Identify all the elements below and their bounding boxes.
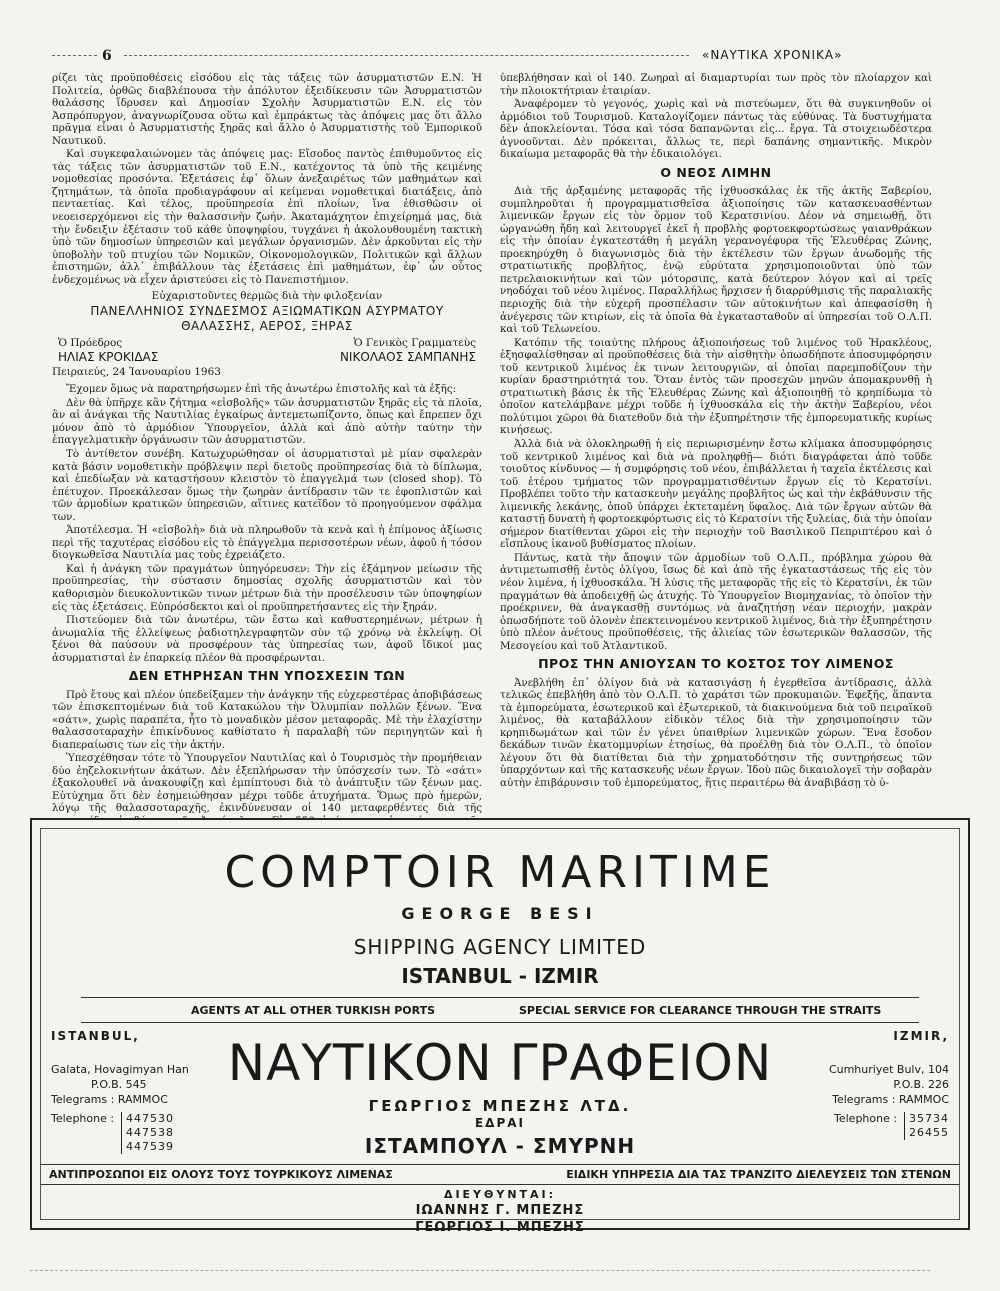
page-header bbox=[52, 46, 932, 68]
paragraph: Πιστεύομεν διὰ τῶν ἀνωτέρω, τῶν ἔστω καὶ καθυστερημένων, μέτρων ἡ ἀνωμαλία τῆς ἐλλείψεως ῥαδιοτηλεγραφητῶν σὺν τῷ χρόνῳ νὰ ἐκλείψῃ. Οἱ ξένοι θὰ παύσουν νὰ προσφέρουν τὰς ὑπηρεσίας των, ἀφοῦ ἴδικοί μας ἀσυρματισταὶ ἐν ἐπαρκείᾳ πλέον θὰ προσφέρωνται. bbox=[52, 614, 482, 664]
paragraph: ρίζει τὰς προϋποθέσεις εἰσόδου εἰς τὰς τάξεις τῶν ἀσυρματιστῶν Ε.Ν. Ἡ Πολιτεία, ὀρθῶς διαβλέπουσα τὴν ἀπόλυτον ἐξειδίκευσιν τῶν Ἀσυρματιστῶν θαλάσσης ἵδρυσεν καὶ Δημοσίαν Σχολὴν Ἀσυρματιστῶν Ε.Ν. εἰς τὸν Ἀσπρόπυργον, ἀναγνωρίζουσα οὕτω καὶ ἐμπράκτως τὰς ἀπόψεις μας ὅτι ἄλλο πρᾶγμα εἶναι ὁ Ἀσυρματιστὴς ξηρᾶς καὶ ἄλλο ὁ Ἀσυρματιστὴς τοῦ Ἐμπορικοῦ Ναυτικοῦ. bbox=[52, 72, 482, 147]
name-president: ΗΛΙΑΣ ΚΡΟΚΙΔΑΣ bbox=[58, 349, 159, 364]
organization-name-line2: ΘΑΛΑΣΣΗΣ, ΑΕΡΟΣ, ΞΗΡΑΣ bbox=[181, 319, 353, 334]
section-heading: Ο ΝΕΟΣ ΛΙΜΗΝ bbox=[660, 164, 772, 180]
ad-agency-line: SHIPPING AGENCY LIMITED bbox=[353, 935, 647, 959]
ad-greek-agents: ΑΝΤΙΠΡΟΣΩΠΟΙ ΕΙΣ ΟΛΟΥΣ ΤΟΥΣ ΤΟΥΡΚΙΚΟΥΣ ΛΙΜΕΝΑΣ bbox=[49, 1168, 393, 1181]
ad-greek-owner: ΓΕΩΡΓΙΟΣ ΜΠΕΖΗΣ ΛΤΔ. bbox=[368, 1097, 632, 1115]
page-number: 6 bbox=[102, 48, 112, 64]
paragraph: Ὑπεσχέθησαν τότε τὸ Ὑπουργεῖον Ναυτιλίας καὶ ὁ Τουρισμὸς τὴν προμήθειαν δύο ἐηζελοκινήτων ἀκάτων. Δὲν ἐξεπλήρωσαν τὴν ὑπόσχεσίν των. Τὸ «σάτι» ἐξακολουθεῖ νὰ ἀνακουφίζῃ καὶ ἐμπίπτουσι διὰ τὸ ἀνάπτυξιν τῶν ξένων μας. Εὐτύχημα ὅτι δὲν ἐσημειώθησαν μέχρι τοῦδε ἀτυχήματα. Ὅμως πρὸ ἡμερῶν, λόγῳ τῆς θαλασσοταραχῆς, ἐκινδύνευσαν οἱ 140 μεταφερθέντες διὰ τῆς bbox=[52, 752, 482, 815]
office-city: ISTANBUL, bbox=[51, 1029, 140, 1043]
ad-greek-title: ΝΑΥΤΙΚΟΝ ΓΡΑΦΕΙΟΝ bbox=[227, 1034, 773, 1092]
section-heading: ΔΕΝ ΕΤΗΡΗΣΑΝ ΤΗΝ ΥΠΟΣΧΕΣΙΝ ΤΩΝ bbox=[128, 668, 406, 684]
office-address: Galata, Hovagimyan Han bbox=[51, 1063, 189, 1076]
role-president: Ὁ Πρόεδρος bbox=[58, 337, 123, 350]
letter-signature bbox=[52, 290, 482, 379]
signatory-names bbox=[52, 350, 482, 365]
thanks-line: Εὐχαριστοῦντες θερμῶς διὰ τὴν φιλοξενίαν bbox=[151, 290, 383, 303]
paragraph: Διὰ τῆς ἀρξαμένης μεταφορᾶς τῆς ἰχθυοσκάλας ἐκ τῆς ἀκτῆς Ξαβερίου, συμπληροῦται ἡ προγραμματισθεῖσα ἀξιοποίησις τῶν κατασκευασθέντων λιμενικῶν ἔργων εἰς τὸν ὅρμον τοῦ Κερατσινίου. Δέον νὰ σημειωθῇ, ὅτι ὡργανώθη ἤδη καὶ λειτουργεῖ ἐκεῖ ἡ προβλὴς φορτοεκφορτώσεως γαιανθράκων εἰς τὴν ὁποίαν ἐγκατεστάθη ἡ μεγάλη γερανογέφυρα τῆς Ἐλευθέρας Ζώνης, προεκηρύχθη ὁ διαγωνισμὸς διὰ τὴν ἐκτέλεσιν τῶν ἔργων ἀνωδομῆς τῆς στρατιωτικῆς προβλῆτος, ἐνῷ εὐρύτατα χρησιμοποιοῦνται ὑπὸ τῶν πετρελαιοκινήτων καὶ τῶν μότορσιπς, κατὰ δεύτερον λόγον καὶ αἱ τρεῖς νηοδόχαι τοῦ νέου λιμένος. Παραλλήλως ἤρχισεν ἡ διαρρύθμισις τῆς παραλιακῆς περιοχῆς διὰ τὴν εὐχερῆ προσπέλασιν τῶν αὐτοκινήτων καὶ ἀπεφασίσθη ἡ ἀνέγερσις τῶν κτιρίων, εἰς τὰ ὁποῖα θὰ ἐγκατασταθοῦν αἱ ὑπηρεσίαι τοῦ Ο.Λ.Π. καὶ τοῦ Τελωνείου. bbox=[500, 185, 932, 336]
ad-greek-seats-label: ΕΔΡΑΙ bbox=[474, 1116, 526, 1130]
office-city: IZMIR, bbox=[893, 1029, 949, 1043]
paragraph: Κατόπιν τῆς τοιαύτης πλήρους ἀξιοποιήσεως τοῦ λιμένος τοῦ Ἡρακλέους, ἐξησφαλίσθησαν αἱ προϋποθέσεις διὰ τὴν αἰσθητὴν ὁπωσδήποτε ἀποσυμφόρησιν τοῦ κεντρικοῦ λιμένος ἐκ τινων λειτουργιῶν, αἱ ὁποῖαι παρεμποδίζουν τὴν κυρίαν δραστηριότητά του. Ὅταν ἐντὸς τῶν προσεχῶν μηνῶν ἀπομακρυνθῇ ἡ στρατιωτικὴ βάσις ἐκ τῆς Ἐλευθέρας Ζώνης καὶ ἀξιοποιηθῇ τὸ κρηπίδωμα τὸ ὁποῖον κατελάμβανε μέχρι τοῦδε ἡ ἰχθυοσκάλα εἰς τὴν ἀκτὴν Ξαβερίου, νέοι πολύτιμοι χῶροι θὰ διατεθοῦν διὰ τὴν ἐξυπηρέτησιν τῆς ἐμπορευματικῆς κυρίως κινήσεως. bbox=[500, 336, 932, 437]
paragraph: Δὲν θὰ ὑπῆρχε κἂν ζήτημα «εἰσβολῆς» τῶν ἀσυρματιστῶν ξηρᾶς εἰς τὰ πλοῖα, ἂν αἱ ἀνάγκαι τῆς Ναυτιλίας ἐγκαίρως ἀντεμετωπίζοντο, ὅπως καὶ ἔπρεπεν ὄχι μόνον ἀπὸ τὸ ἁρμόδιον Ὑπουργεῖον, ἀλλὰ καὶ ἀπὸ αὐτὴν ταύτην τὴν ἐπαγγελματικὴν ὀργάνωσιν τῶν ἀσυρματιστῶν. bbox=[52, 396, 482, 447]
phone-number: 26455 bbox=[909, 1125, 949, 1139]
ad-owner-name: GEORGE BESI bbox=[401, 904, 599, 923]
organization-name: ΠΑΝΕΛΛΗΝΙΟΣ ΣΥΝΔΕΣΜΟΣ ΑΞΙΩΜΑΤΙΚΩΝ ΑΣΥΡΜΑΤΟΥ bbox=[90, 303, 444, 318]
ad-company-title: COMPTOIR MARITIME bbox=[224, 847, 776, 898]
paragraph: Πρὸ ἔτους καὶ πλέον ὑπεδείξαμεν τὴν ἀνάγκην τῆς εὐχερεστέρας ἀποβιβάσεως τῶν ἐπισκεπτομένων διὰ τοῦ Κατακώλου τὴν Ὀλυμπίαν πολλῶν ξένων. Ἕνα «σάτι», χωρὶς παραπέτα, ἦτο τὸ μοναδικὸν μέσον μεταφορᾶς. Μὲ τὴν ἐλαχίστην θαλασσοταραχὴν ἐπικίνδυνος καθίστατο ἡ παραλαβὴ τῶν περιηγητῶν καὶ ἡ διαπεραίωσις των εἰς τὴν ἀκτήν. bbox=[52, 688, 482, 751]
header-rule bbox=[124, 55, 689, 56]
advertisement-box bbox=[30, 818, 970, 1235]
paragraph: Ἀλλὰ διὰ νὰ ὁλοκληρωθῇ ἡ εἰς περιωρισμένην ἔστω κλίμακα ἀποσυμφόρησις τοῦ κεντρικοῦ λιμένος καὶ διὰ νὰ προληφθῇ— διότι διαγράφεται ἀπὸ τοῦδε τοιοῦτος κίνδυνος — ἡ συμφόρησις τοῦ νέου, ἐπιβάλλεται ἡ ταχεῖα ἐκτέλεσις καὶ τοῦ ἑτέρου τμήματος τῶν προγραμματισθέντων ἔργων εἰς τὸ Κερατσίνι. Προβλέπει τοῦτο τὴν κατασκευὴν μεγάλης προβλῆτος ὡς καὶ τὴν ἐκβάθυνσιν τῆς λιμενικῆς λεκάνης, ὁποῦ ὑπάρχει ἐκτεταμένη ὕφαλος. Διὰ τῶν ἔργων αὐτῶν θὰ καταστῇ δυνατὴ ἡ φορτοεκφόρτωσις εἰς τὸ Κερατσίνι τῆς ξυλείας, διὰ τὴν ὁποίαν σήμερον διατίθενται χῶροι εἰς τὴν περιοχὴν τοῦ Βασιλικοῦ Πεπριπτέρου καὶ ὁ εἴσπλους ἱκανοῦ βυθίσματος πλοίων. bbox=[500, 438, 932, 551]
signatory-roles bbox=[52, 337, 482, 350]
paragraph: Ἀποτέλεσμα. Ἡ «εἰσβολὴ» διὰ νὰ πληρωθοῦν τὰ κενὰ καὶ ἡ ἐπίμονος ἀξίωσις περὶ τῆς ταχυτέρας εἰσόδου εἰς τὸ ἐπάγγελμα περισσοτέρων νέων, ἀφοῦ ἡ τόσον διογκωθεῖσα Ναυτιλία μας τοὺς ἐχρειάζετο. bbox=[52, 524, 482, 562]
ad-note-straits: SPECIAL SERVICE FOR CLEARANCE THROUGH THE STRAITS bbox=[519, 1004, 882, 1017]
left-column bbox=[52, 72, 482, 854]
name-secretary: ΝΙΚΟΛΑΟΣ ΣΑΜΠΑΝΗΣ bbox=[339, 349, 476, 364]
ad-director-name: ΓΕΩΡΓΙΟΣ Ι. ΜΠΕΖΗΣ bbox=[415, 1220, 585, 1235]
phone-number: 447538 bbox=[126, 1125, 174, 1139]
paragraph: ὑπεβλήθησαν καὶ οἱ 140. Ζωηραὶ αἱ διαμαρτυρίαι των πρὸς τὸν πλοίαρχον καὶ τὴν πλοιοκτήτριαν ἑταιρίαν. bbox=[500, 72, 932, 97]
right-column bbox=[500, 72, 932, 790]
divider bbox=[41, 1184, 959, 1185]
publication-title: «ΝΑΥΤΙΚΑ ΧΡΟΝΙΚΑ» bbox=[702, 48, 843, 62]
office-telegrams: Telegrams : RAMMOC bbox=[51, 1092, 168, 1106]
ad-greek-cities: ΙΣΤΑΜΠΟΥΛ - ΣΜΥΡΝΗ bbox=[364, 1134, 636, 1158]
role-secretary: Ὁ Γενικὸς Γραμματεὺς bbox=[353, 337, 476, 350]
phone-number: 447530 bbox=[126, 1111, 174, 1125]
ad-greek-straits-service: ΕΙΔΙΚΗ ΥΠΗΡΕΣΙΑ ΔΙΑ ΤΑΣ ΤΡΑΝΖΙΤΟ ΔΙΕΛΕΥΣΕΙΣ ΤΩΝ ΣΤΕΝΩΝ bbox=[566, 1168, 951, 1181]
paragraph: Καὶ ἡ ἀνάγκη τῶν πραγμάτων ὑπηγόρευσεν: Τὴν εἰς ἑξάμηνον μείωσιν τῆς προϋπηρεσίας, τὴν σύστασιν δημοσίας σχολῆς ἀσυρματιστῶν καὶ τὸν καθορισμὸν διευκολυντικῶν τινων μέτρων διὰ τὴν προσέλευσιν τῶν ὑποψηφίων εἰς τὰς ἐξετάσεις. Εὐπρόσδεκτοι καὶ οἱ προϋπηρετήσαντες εἰς τὴν ξηράν. bbox=[52, 562, 482, 613]
ad-directors-label: ΔΙΕΥΘΥΝΤΑΙ: bbox=[443, 1188, 557, 1201]
paragraph: Ἀνεβλήθη ἐπ᾽ ὀλίγον διὰ νὰ κατασιγάσῃ ἡ ἐγερθεῖσα ἀντίδρασις, ἀλλὰ τελικῶς ἐπεβλήθη ἀπὸ τὸν Ο.Λ.Π. τὸ χαράτσι τῶν προκυμαιῶν. Ἐφεξῆς, ἅπαντα τὰ ἐμπορεύματα, ἐσωτερικοῦ καὶ ἐξωτερικοῦ, τὰ διακινούμενα διὰ τοῦ πειραϊκοῦ λιμένος, θὰ καταβάλλουν εἰδικὸν τέλος διὰ τὴν χρησιμοποίησιν τῶν κρηπιδωμάτων καὶ τῶν ἐν γένει ὑπαιθρίων λιμενικῶν χώρων. Ἕνα ἔσοδον δεκάδων τινῶν ἑκατομμυρίων ἐτησίως, θὰ προέλθῃ διὰ τὸν Ο.Λ.Π., τὸ ὁποῖον λέγουν ὅτι θὰ διατίθεται διὰ τὴν χρηματοδότησιν τῆς συντηρήσεως τῶν ὑπαρχόντων καὶ τῆς κατασκευῆς νέων ἔργων. Ἰδοὺ πῶς δικαιολογεῖ τὴν σοβαρὰν αὐτὴν ἐπιβάρυνσιν τοῦ ἐμπορεύματος, ἥτις περαιτέρω θὰ ἀναβιβάσῃ τὸ ὑ- bbox=[500, 676, 932, 789]
header-rule bbox=[52, 55, 97, 56]
paragraph: Ἀναφέρομεν τὸ γεγονός, χωρὶς καὶ νὰ πιστεύωμεν, ὅτι θὰ συγκινηθοῦν οἱ ἁρμόδιοι τοῦ Τουρισμοῦ. Καταλογίζομεν πάντως τὰς εὐθύνας. Τὰ δυστυχήματα δὲν ἀποκλείονται. Τόσα καὶ τόσα δαπανῶνται εἰς... ἔργα. Τὰ στοιχειωδέστερα ἀγνοοῦνται. Δὲν πρόκειται, ἄλλως τε, περὶ δαπάνης σημαντικῆς. Μικρὸν δικαίωμα μεταφορᾶς θὰ τὴν ἐδικαιολόγει. bbox=[500, 98, 932, 161]
ad-note-agents: AGENTS AT ALL OTHER TURKISH PORTS bbox=[191, 1004, 436, 1017]
ad-director-name: ΙΩΑΝΝΗΣ Γ. ΜΠΕΖΗΣ bbox=[415, 1203, 585, 1218]
office-pob: P.O.B. 545 bbox=[91, 1077, 147, 1091]
office-telegrams: Telegrams : RAMMOC bbox=[832, 1092, 949, 1106]
ad-cities-line: ISTANBUL - IZMIR bbox=[401, 964, 599, 988]
paragraph: Ἔχομεν ὅμως νὰ παρατηρήσωμεν ἐπὶ τῆς ἀνωτέρω ἐπιστολῆς καὶ τὰ ἑξῆς: bbox=[66, 383, 457, 396]
office-address: Cumhuriyet Bulv, 104 bbox=[828, 1063, 949, 1076]
paragraph: Καὶ συγκεφαλαιώνομεν τὰς ἀπόψεις μας: Εἴσοδος παντὸς ἐπιθυμοῦντος εἰς τὰς τάξεις τῶν ἀσυρματιστῶν τοῦ Ε.Ν., κατέχοντος τὰ ὑπὸ τῆς κειμένης νομοθεσίας προσόντα. Ἐξετάσεις ἐφ᾽ ὅλων ἀνεξαιρέτως τῶν μαθημάτων καὶ ζητημάτων, τὰ ὁποῖα προδιαγράφουν αἱ κείμεναι νομοθετικαὶ διατάξεις, ἀπὸ πενταετίας. Καὶ τέλος, προϋπηρεσία ἐπὶ πλοίων, ἵνα ἐθισθῶσιν οἱ νεοεισερχόμενοι εἰς τὴν θαλασσινὴν ζωήν. Ἀκαταμάχητον ἐπιχείρημά μας, διὰ τὴν ἔνδειξιν ἐξέτασιν τοῦ κάθε ὑποψηφίου, τυγχάνει ἡ ἀκολουθουμένη τακτικὴ ὑπὸ τῶν δημοσίων ὑπηρεσιῶν καὶ μεγάλων ὀργανισμῶν. Δὲν ἀρκοῦνται εἰς τὴν ὑποβολὴν τοῦ πτυχίου τῶν Νομικῶν, Οἰκονομολογικῶν, Πολιτικῶν καὶ ἄλλων ἐπιστημῶν, ἀλλ᾽ ἐπιβάλλουν τὰς ἐξετάσεις ἐπὶ μαθημάτων, ἐφ᾽ ὧν οὗτος ἐνδεχομένως νὰ εἶχεν ἀριστεύσει εἰς τὸ Πανεπιστήμιον. bbox=[52, 148, 482, 286]
phone-label: Telephone : bbox=[834, 1111, 898, 1125]
advertisement-inner-frame bbox=[40, 828, 960, 1235]
divider bbox=[81, 997, 919, 998]
office-pob: P.O.B. 226 bbox=[893, 1077, 949, 1091]
phone-label: Telephone : bbox=[51, 1111, 115, 1125]
phone-number: 447539 bbox=[126, 1140, 174, 1154]
paragraph: Πάντως, κατὰ τὴν ἄποψιν τῶν ἁρμοδίων τοῦ Ο.Λ.Π., πρόβλημα χώρου θὰ ἀντιμετωπισθῇ ἐντὸς ὀλίγου, ἴσως δὲ καὶ ἀπὸ τῆς ἐγκαταστάσεως τῆς εἰς τὸν νέον λιμένα, ἡ ἰχθυοσκάλα. Ἡ λύσις τῆς μεταφορᾶς τῆς εἰς τὸ Κερατσίνι, ἐκ τῶν πραγμάτων θὰ ἀποδειχθῇ ὡς ἀτυχής. Τὸ Ὑπουργεῖον Βιομηχανίας, τὸ ὁποῖον τὴν προέκρινεν, θὰ ἀναγκασθῇ συντόμως νὰ ἀναζητήσῃ νέαν περιοχήν, μακρὰν ὁπωσδήποτε τοῦ ὁλονὲν ἐπεκτεινομένου κεντρικοῦ λιμένος, διὰ τὴν ἐξυπηρέτησιν ὑπὸ πλέον ἀνέτους προϋποθέσεις, τῆς ἁλιείας τῶν ἐσωτερικῶν θαλασσῶν, τῆς Μεσογείου καὶ τοῦ Ἀτλαντικοῦ. bbox=[500, 551, 932, 652]
divider bbox=[81, 1022, 919, 1023]
section-heading: ΠΡΟΣ ΤΗΝ ΑΝΙΟΥΣΑΝ ΤΟ ΚΟΣΤΟΣ ΤΟΥ ΛΙΜΕΝΟΣ bbox=[538, 656, 894, 672]
dateline: Πειραιεύς, 24 Ἰανουαρίου 1963 bbox=[52, 366, 221, 379]
paragraph: Τὸ ἀντίθετον συνέβη. Κατωχυρώθησαν οἱ ἀσυρματισταὶ μὲ μίαν σφαλερὰν κατὰ βάσιν νομοθετικὴν πρόβλεψιν περὶ διετοῦς προϋπηρεσίας διὰ τὸ δίπλωμα, καὶ ἐπεδίωξαν νὰ καταστήσουν κλειστὸν τὸ ἐπαγγελμά των (closed shop). Τὸ ἐπέτυχον. Προεκάλεσαν ὅμως τὴν ζωηρὰν ἀντίδρασιν τῶν τε ἐφοπλιστῶν καὶ τῶν ἁρμοδίων κρατικῶν ὑπηρεσιῶν, αἵτινες κατεῖδον τὸ προηγούμενον σφάλμα των. bbox=[52, 447, 482, 523]
bottom-rule bbox=[30, 1270, 930, 1271]
phone-number: 35734 bbox=[909, 1111, 949, 1125]
divider bbox=[41, 1164, 959, 1165]
